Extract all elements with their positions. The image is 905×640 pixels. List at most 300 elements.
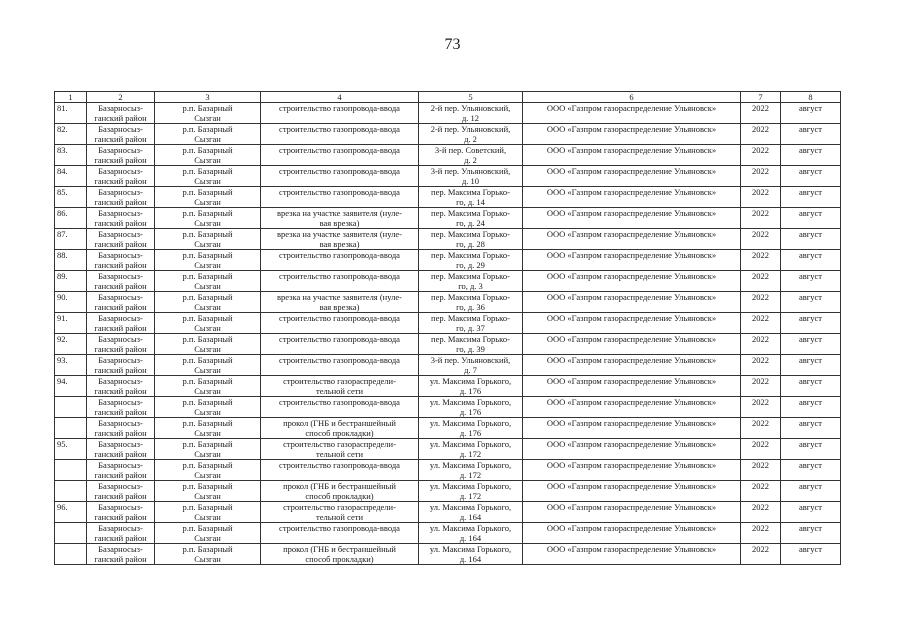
address-cell-line: ул. Максима Горького, bbox=[429, 523, 512, 533]
work-type-cell-line: прокол (ГНБ и бестраншейный bbox=[283, 481, 396, 491]
address-cell-line: д. 164 bbox=[459, 533, 482, 543]
row-number bbox=[55, 292, 87, 313]
month-cell bbox=[781, 229, 841, 250]
year-cell-line: 2022 bbox=[752, 292, 769, 302]
locality-cell-line: р.п. Базарный bbox=[182, 145, 233, 155]
district-cell-line: Базарносыз- bbox=[98, 355, 143, 365]
table-row bbox=[55, 145, 841, 166]
address-cell-line: пер. Максима Горько- bbox=[431, 250, 510, 260]
table-row bbox=[55, 460, 841, 481]
address-cell bbox=[419, 523, 523, 544]
address-cell bbox=[419, 124, 523, 145]
work-type-cell bbox=[261, 187, 419, 208]
row-number-line: 81. bbox=[57, 103, 68, 113]
district-cell bbox=[87, 271, 155, 292]
month-cell-line: август bbox=[798, 124, 822, 134]
organization-cell bbox=[523, 187, 741, 208]
row-number-line: 91. bbox=[57, 313, 68, 323]
organization-cell-line: ООО «Газпром газораспределение Ульяновск» bbox=[546, 271, 717, 281]
district-cell-line: ганский район bbox=[94, 302, 147, 312]
locality-cell bbox=[155, 355, 261, 376]
district-cell-line: Базарносыз- bbox=[98, 313, 143, 323]
locality-cell-line: Сызган bbox=[194, 197, 221, 207]
address-cell-line: д. 172 bbox=[459, 470, 482, 480]
row-number bbox=[55, 229, 87, 250]
organization-cell bbox=[523, 166, 741, 187]
district-cell-line: Базарносыз- bbox=[98, 523, 143, 533]
locality-cell-line: р.п. Базарный bbox=[182, 502, 233, 512]
row-number bbox=[55, 145, 87, 166]
organization-cell-line: ООО «Газпром газораспределение Ульяновск» bbox=[546, 397, 717, 407]
work-type-cell bbox=[261, 334, 419, 355]
locality-cell-line: Сызган bbox=[194, 176, 221, 186]
district-cell-line: ганский район bbox=[94, 323, 147, 333]
district-cell bbox=[87, 439, 155, 460]
address-cell-line: го, д. 3 bbox=[458, 281, 483, 291]
locality-cell-line: р.п. Базарный bbox=[182, 292, 233, 302]
work-type-cell bbox=[261, 397, 419, 418]
address-cell bbox=[419, 418, 523, 439]
organization-cell-line: ООО «Газпром газораспределение Ульяновск» bbox=[546, 481, 717, 491]
work-type-cell bbox=[261, 208, 419, 229]
address-cell bbox=[419, 355, 523, 376]
work-type-cell-line: строительство газопровода-ввода bbox=[279, 187, 400, 197]
month-cell-line: август bbox=[798, 355, 822, 365]
year-cell bbox=[741, 103, 781, 124]
organization-cell bbox=[523, 439, 741, 460]
table-row bbox=[55, 418, 841, 439]
work-type-cell-line: врезка на участке заявителя (нуле- bbox=[277, 208, 402, 218]
address-cell-line: д. 172 bbox=[459, 449, 482, 459]
district-cell bbox=[87, 292, 155, 313]
header-cell: 8 bbox=[781, 92, 841, 103]
year-cell-line: 2022 bbox=[752, 397, 769, 407]
work-type-cell bbox=[261, 523, 419, 544]
month-cell-line: август bbox=[798, 292, 822, 302]
year-cell bbox=[741, 250, 781, 271]
organization-cell-line: ООО «Газпром газораспределение Ульяновск» bbox=[546, 439, 717, 449]
row-number-line: 90. bbox=[57, 292, 68, 302]
address-cell-line: пер. Максима Горько- bbox=[431, 271, 510, 281]
month-cell bbox=[781, 334, 841, 355]
work-type-cell bbox=[261, 355, 419, 376]
month-cell bbox=[781, 271, 841, 292]
organization-cell-line: ООО «Газпром газораспределение Ульяновск» bbox=[546, 145, 717, 155]
table-row bbox=[55, 292, 841, 313]
address-cell-line: д. 176 bbox=[459, 386, 482, 396]
row-number-line: 93. bbox=[57, 355, 68, 365]
month-cell-line: август bbox=[798, 376, 822, 386]
district-cell-line: Базарносыз- bbox=[98, 187, 143, 197]
locality-cell-line: р.п. Базарный bbox=[182, 208, 233, 218]
address-cell-line: ул. Максима Горького, bbox=[429, 544, 512, 554]
year-cell bbox=[741, 481, 781, 502]
organization-cell bbox=[523, 418, 741, 439]
row-number bbox=[55, 187, 87, 208]
year-cell-line: 2022 bbox=[752, 544, 769, 554]
district-cell bbox=[87, 103, 155, 124]
locality-cell-line: р.п. Базарный bbox=[182, 460, 233, 470]
organization-cell bbox=[523, 250, 741, 271]
locality-cell-line: р.п. Базарный bbox=[182, 250, 233, 260]
district-cell-line: Базарносыз- bbox=[98, 397, 143, 407]
district-cell-line: Базарносыз- bbox=[98, 124, 143, 134]
year-cell-line: 2022 bbox=[752, 502, 769, 512]
locality-cell bbox=[155, 313, 261, 334]
locality-cell-line: Сызган bbox=[194, 386, 221, 396]
locality-cell-line: Сызган bbox=[194, 323, 221, 333]
row-number-line: 83. bbox=[57, 145, 68, 155]
district-cell-line: ганский район bbox=[94, 197, 147, 207]
locality-cell-line: Сызган bbox=[194, 533, 221, 543]
address-cell bbox=[419, 145, 523, 166]
district-cell-line: ганский район bbox=[94, 470, 147, 480]
locality-cell bbox=[155, 103, 261, 124]
locality-cell bbox=[155, 292, 261, 313]
organization-cell-line: ООО «Газпром газораспределение Ульяновск» bbox=[546, 250, 717, 260]
month-cell-line: август bbox=[798, 208, 822, 218]
year-cell-line: 2022 bbox=[752, 166, 769, 176]
address-cell bbox=[419, 397, 523, 418]
organization-cell-line: ООО «Газпром газораспределение Ульяновск» bbox=[546, 313, 717, 323]
month-cell-line: август bbox=[798, 229, 822, 239]
year-cell bbox=[741, 187, 781, 208]
district-cell bbox=[87, 544, 155, 565]
month-cell bbox=[781, 502, 841, 523]
organization-cell bbox=[523, 376, 741, 397]
month-cell-line: август bbox=[798, 313, 822, 323]
month-cell bbox=[781, 124, 841, 145]
locality-cell-line: р.п. Базарный bbox=[182, 355, 233, 365]
address-cell bbox=[419, 229, 523, 250]
district-cell-line: Базарносыз- bbox=[98, 103, 143, 113]
work-type-cell-line: врезка на участке заявителя (нуле- bbox=[277, 229, 402, 239]
work-type-cell-line: строительство газопровода-ввода bbox=[279, 334, 400, 344]
table-row bbox=[55, 229, 841, 250]
organization-cell-line: ООО «Газпром газораспределение Ульяновск» bbox=[546, 166, 717, 176]
work-type-cell-line: строительство газопровода-ввода bbox=[279, 271, 400, 281]
address-cell-line: го, д. 14 bbox=[456, 197, 485, 207]
locality-cell-line: Сызган bbox=[194, 218, 221, 228]
organization-cell bbox=[523, 145, 741, 166]
month-cell-line: август bbox=[798, 103, 822, 113]
work-type-cell bbox=[261, 250, 419, 271]
month-cell bbox=[781, 460, 841, 481]
organization-cell bbox=[523, 502, 741, 523]
district-cell-line: Базарносыз- bbox=[98, 229, 143, 239]
address-cell-line: го, д. 24 bbox=[456, 218, 485, 228]
year-cell-line: 2022 bbox=[752, 355, 769, 365]
row-number-line: 94. bbox=[57, 376, 68, 386]
locality-cell-line: Сызган bbox=[194, 512, 221, 522]
locality-cell-line: Сызган bbox=[194, 155, 221, 165]
locality-cell bbox=[155, 418, 261, 439]
organization-cell bbox=[523, 229, 741, 250]
address-cell bbox=[419, 460, 523, 481]
year-cell-line: 2022 bbox=[752, 313, 769, 323]
organization-cell-line: ООО «Газпром газораспределение Ульяновск» bbox=[546, 229, 717, 239]
district-cell-line: ганский район bbox=[94, 407, 147, 417]
address-cell-line: 3-й пер. Ульяновский, bbox=[430, 166, 511, 176]
district-cell-line: ганский район bbox=[94, 218, 147, 228]
address-cell-line: д. 2 bbox=[464, 155, 477, 165]
address-cell bbox=[419, 271, 523, 292]
work-type-cell-line: строительство газопровода-ввода bbox=[279, 166, 400, 176]
month-cell bbox=[781, 208, 841, 229]
work-type-cell-line: строительство газопровода-ввода bbox=[279, 355, 400, 365]
row-number bbox=[55, 481, 87, 502]
district-cell bbox=[87, 166, 155, 187]
locality-cell-line: р.п. Базарный bbox=[182, 418, 233, 428]
year-cell bbox=[741, 397, 781, 418]
table-row bbox=[55, 166, 841, 187]
month-cell-line: август bbox=[798, 166, 822, 176]
year-cell bbox=[741, 124, 781, 145]
locality-cell-line: Сызган bbox=[194, 281, 221, 291]
address-cell-line: д. 172 bbox=[459, 491, 482, 501]
month-cell bbox=[781, 103, 841, 124]
locality-cell bbox=[155, 439, 261, 460]
locality-cell bbox=[155, 397, 261, 418]
table-row bbox=[55, 103, 841, 124]
work-type-cell-line: тельной сети bbox=[316, 512, 363, 522]
work-type-cell-line: способ прокладки) bbox=[305, 428, 374, 438]
row-number-line: 88. bbox=[57, 250, 68, 260]
month-cell bbox=[781, 313, 841, 334]
month-cell bbox=[781, 376, 841, 397]
year-cell-line: 2022 bbox=[752, 208, 769, 218]
locality-cell bbox=[155, 187, 261, 208]
organization-cell bbox=[523, 544, 741, 565]
month-cell bbox=[781, 439, 841, 460]
district-cell-line: Базарносыз- bbox=[98, 502, 143, 512]
district-cell bbox=[87, 124, 155, 145]
district-cell-line: ганский район bbox=[94, 113, 147, 123]
locality-cell-line: р.п. Базарный bbox=[182, 187, 233, 197]
address-cell-line: д. 7 bbox=[464, 365, 477, 375]
row-number bbox=[55, 544, 87, 565]
month-cell-line: август bbox=[798, 481, 822, 491]
district-cell-line: ганский район bbox=[94, 239, 147, 249]
year-cell bbox=[741, 460, 781, 481]
district-cell-line: Базарносыз- bbox=[98, 208, 143, 218]
district-cell-line: Базарносыз- bbox=[98, 271, 143, 281]
organization-cell bbox=[523, 103, 741, 124]
district-cell-line: Базарносыз- bbox=[98, 334, 143, 344]
year-cell-line: 2022 bbox=[752, 103, 769, 113]
district-cell-line: ганский район bbox=[94, 449, 147, 459]
row-number bbox=[55, 460, 87, 481]
locality-cell bbox=[155, 166, 261, 187]
row-number bbox=[55, 523, 87, 544]
locality-cell-line: р.п. Базарный bbox=[182, 313, 233, 323]
district-cell bbox=[87, 313, 155, 334]
address-cell bbox=[419, 292, 523, 313]
header-cell: 3 bbox=[155, 92, 261, 103]
locality-cell-line: р.п. Базарный bbox=[182, 334, 233, 344]
locality-cell bbox=[155, 271, 261, 292]
work-type-cell bbox=[261, 271, 419, 292]
district-cell-line: Базарносыз- bbox=[98, 418, 143, 428]
locality-cell-line: Сызган bbox=[194, 449, 221, 459]
row-number bbox=[55, 271, 87, 292]
month-cell-line: август bbox=[798, 544, 822, 554]
district-cell-line: ганский район bbox=[94, 512, 147, 522]
locality-cell-line: Сызган bbox=[194, 470, 221, 480]
locality-cell-line: р.п. Базарный bbox=[182, 523, 233, 533]
address-cell bbox=[419, 502, 523, 523]
row-number-line: 92. bbox=[57, 334, 68, 344]
district-cell bbox=[87, 523, 155, 544]
header-cell: 5 bbox=[419, 92, 523, 103]
year-cell bbox=[741, 229, 781, 250]
work-type-cell bbox=[261, 439, 419, 460]
year-cell-line: 2022 bbox=[752, 229, 769, 239]
year-cell-line: 2022 bbox=[752, 376, 769, 386]
district-cell-line: ганский район bbox=[94, 491, 147, 501]
address-cell-line: д. 10 bbox=[461, 176, 480, 186]
district-cell-line: ганский район bbox=[94, 155, 147, 165]
organization-cell-line: ООО «Газпром газораспределение Ульяновск» bbox=[546, 523, 717, 533]
month-cell bbox=[781, 481, 841, 502]
address-cell-line: ул. Максима Горького, bbox=[429, 397, 512, 407]
organization-cell bbox=[523, 460, 741, 481]
locality-cell-line: р.п. Базарный bbox=[182, 397, 233, 407]
work-type-cell bbox=[261, 460, 419, 481]
month-cell bbox=[781, 544, 841, 565]
address-cell-line: ул. Максима Горького, bbox=[429, 481, 512, 491]
row-number bbox=[55, 334, 87, 355]
year-cell bbox=[741, 502, 781, 523]
year-cell bbox=[741, 208, 781, 229]
address-cell-line: д. 164 bbox=[459, 512, 482, 522]
work-type-cell-line: строительство газопровода-ввода bbox=[279, 397, 400, 407]
work-type-cell bbox=[261, 502, 419, 523]
address-cell-line: д. 164 bbox=[459, 554, 482, 564]
address-cell-line: ул. Максима Горького, bbox=[429, 502, 512, 512]
organization-cell-line: ООО «Газпром газораспределение Ульяновск» bbox=[546, 103, 717, 113]
month-cell-line: август bbox=[798, 523, 822, 533]
district-cell-line: Базарносыз- bbox=[98, 439, 143, 449]
work-type-cell-line: вая врезка) bbox=[319, 239, 360, 249]
year-cell-line: 2022 bbox=[752, 145, 769, 155]
district-cell-line: Базарносыз- bbox=[98, 145, 143, 155]
district-cell-line: Базарносыз- bbox=[98, 166, 143, 176]
row-number-line: 95. bbox=[57, 439, 68, 449]
row-number bbox=[55, 397, 87, 418]
month-cell-line: август bbox=[798, 145, 822, 155]
work-type-cell bbox=[261, 292, 419, 313]
month-cell-line: август bbox=[798, 460, 822, 470]
row-number bbox=[55, 250, 87, 271]
address-cell-line: го, д. 36 bbox=[456, 302, 485, 312]
table-row bbox=[55, 334, 841, 355]
row-number bbox=[55, 502, 87, 523]
district-cell bbox=[87, 355, 155, 376]
district-cell-line: ганский район bbox=[94, 344, 147, 354]
organization-cell-line: ООО «Газпром газораспределение Ульяновск» bbox=[546, 376, 717, 386]
table-row bbox=[55, 544, 841, 565]
address-cell-line: пер. Максима Горько- bbox=[431, 334, 510, 344]
month-cell-line: август bbox=[798, 439, 822, 449]
table-row bbox=[55, 523, 841, 544]
table-row bbox=[55, 481, 841, 502]
address-cell bbox=[419, 334, 523, 355]
organization-cell-line: ООО «Газпром газораспределение Ульяновск» bbox=[546, 124, 717, 134]
address-cell bbox=[419, 187, 523, 208]
header-cell: 6 bbox=[523, 92, 741, 103]
organization-cell bbox=[523, 334, 741, 355]
work-type-cell-line: вая врезка) bbox=[319, 302, 360, 312]
work-type-cell-line: тельной сети bbox=[316, 386, 363, 396]
organization-cell-line: ООО «Газпром газораспределение Ульяновск» bbox=[546, 502, 717, 512]
work-type-cell bbox=[261, 229, 419, 250]
address-cell-line: д. 176 bbox=[459, 407, 482, 417]
table-body bbox=[55, 103, 841, 565]
address-cell-line: го, д. 28 bbox=[456, 239, 485, 249]
table-row bbox=[55, 313, 841, 334]
district-cell bbox=[87, 460, 155, 481]
year-cell bbox=[741, 166, 781, 187]
address-cell bbox=[419, 208, 523, 229]
locality-cell-line: Сызган bbox=[194, 134, 221, 144]
header-row bbox=[55, 92, 841, 103]
locality-cell bbox=[155, 124, 261, 145]
year-cell-line: 2022 bbox=[752, 334, 769, 344]
row-number bbox=[55, 313, 87, 334]
district-cell bbox=[87, 418, 155, 439]
district-cell bbox=[87, 208, 155, 229]
address-cell bbox=[419, 439, 523, 460]
year-cell bbox=[741, 292, 781, 313]
organization-cell bbox=[523, 523, 741, 544]
year-cell bbox=[741, 439, 781, 460]
organization-cell-line: ООО «Газпром газораспределение Ульяновск» bbox=[546, 544, 717, 554]
table-row bbox=[55, 376, 841, 397]
organization-cell bbox=[523, 271, 741, 292]
work-type-cell-line: способ прокладки) bbox=[305, 491, 374, 501]
year-cell-line: 2022 bbox=[752, 481, 769, 491]
district-cell-line: ганский район bbox=[94, 428, 147, 438]
address-cell-line: 3-й пер. Советский, bbox=[434, 145, 507, 155]
district-cell-line: Базарносыз- bbox=[98, 376, 143, 386]
organization-cell-line: ООО «Газпром газораспределение Ульяновск» bbox=[546, 292, 717, 302]
table-row bbox=[55, 187, 841, 208]
work-type-cell-line: строительство газораспредели- bbox=[283, 376, 396, 386]
construction-table bbox=[54, 91, 841, 565]
address-cell bbox=[419, 103, 523, 124]
address-cell-line: д. 2 bbox=[464, 134, 477, 144]
address-cell-line: 2-й пер. Ульяновский, bbox=[430, 103, 511, 113]
locality-cell-line: Сызган bbox=[194, 554, 221, 564]
address-cell-line: пер. Максима Горько- bbox=[431, 313, 510, 323]
locality-cell-line: Сызган bbox=[194, 260, 221, 270]
year-cell-line: 2022 bbox=[752, 418, 769, 428]
work-type-cell-line: прокол (ГНБ и бестраншейный bbox=[283, 418, 396, 428]
locality-cell-line: р.п. Базарный bbox=[182, 544, 233, 554]
row-number bbox=[55, 103, 87, 124]
header-cell: 1 bbox=[55, 92, 87, 103]
work-type-cell bbox=[261, 124, 419, 145]
locality-cell bbox=[155, 229, 261, 250]
locality-cell bbox=[155, 250, 261, 271]
district-cell bbox=[87, 229, 155, 250]
locality-cell-line: Сызган bbox=[194, 365, 221, 375]
header-cell: 7 bbox=[741, 92, 781, 103]
month-cell bbox=[781, 166, 841, 187]
work-type-cell bbox=[261, 145, 419, 166]
month-cell bbox=[781, 397, 841, 418]
